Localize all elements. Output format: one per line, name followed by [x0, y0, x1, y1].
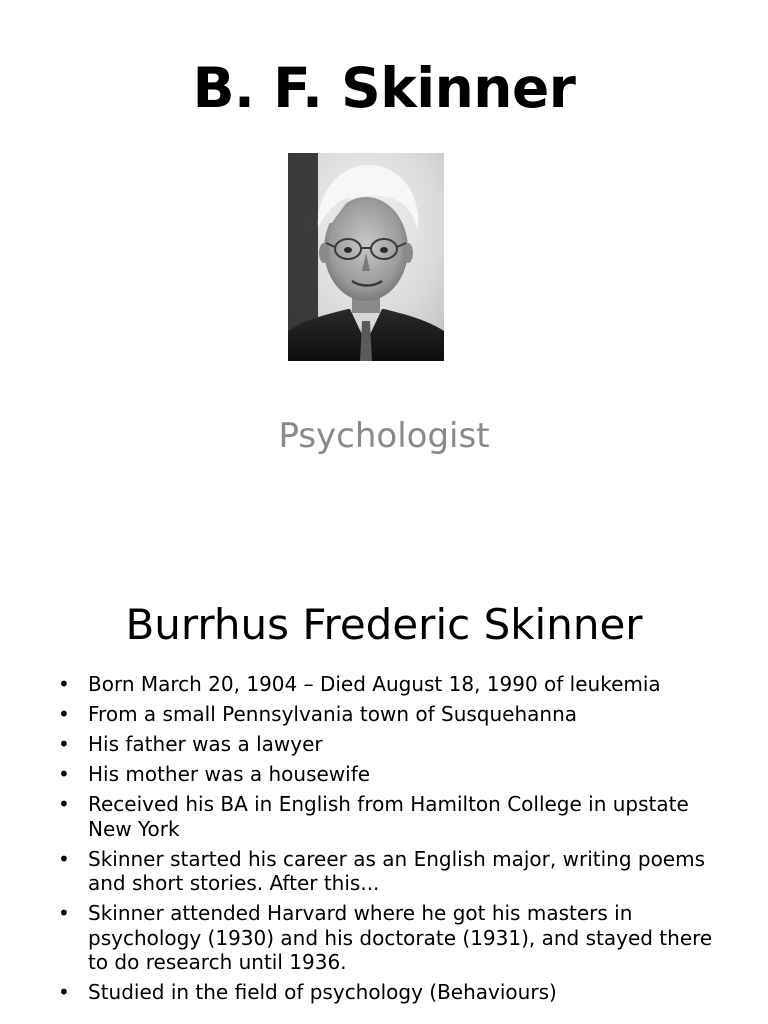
bullet-text: Received his BA in English from Hamilton College in upstate New York — [88, 792, 689, 841]
bullet-text: From a small Pennsylvania town of Susquehanna — [88, 702, 578, 726]
bullet-text: Born March 20, 1904 – Died August 18, 1990 of leukemia — [88, 672, 661, 696]
bullet-text: Skinner attended Harvard where he got his masters in psychology (1930) and his doctorate (1931), and stayed there to do research until 1936. — [88, 901, 713, 974]
bullet-dot: • — [58, 980, 70, 1004]
bullet-dot: • — [58, 702, 70, 726]
bullet-item — [56, 672, 736, 697]
slide-subtitle: Psychologist — [278, 416, 490, 456]
bullet-dot: • — [58, 732, 70, 756]
bullet-text: Skinner started his career as an English major, writing poems and short stories. After this... — [88, 846, 706, 895]
bullet-dot: • — [58, 846, 70, 871]
biography-slide — [0, 575, 768, 1024]
bullet-item — [56, 702, 736, 727]
bullet-item — [56, 762, 736, 787]
bullet-text: His father was a lawyer — [88, 732, 323, 756]
bullet-dot: • — [58, 672, 70, 696]
portrait-illustration — [288, 153, 444, 361]
bullet-item — [56, 901, 736, 975]
bullet-item — [56, 847, 736, 896]
bullet-item — [56, 732, 736, 757]
bullet-item — [56, 980, 736, 1005]
portrait-photo — [288, 153, 444, 361]
bullet-dot: • — [58, 792, 70, 816]
bullet-dot: • — [58, 901, 70, 925]
bullet-text: His mother was a housewife — [88, 762, 371, 786]
bullet-dot: • — [58, 762, 70, 786]
slide-title: B. F. Skinner — [192, 56, 576, 120]
biography-bullet-list — [56, 672, 736, 1010]
biography-title: Burrhus Frederic Skinner — [125, 600, 643, 649]
bullet-item — [56, 792, 736, 841]
bullet-text: Studied in the field of psychology (Behaviours) — [88, 980, 557, 1004]
